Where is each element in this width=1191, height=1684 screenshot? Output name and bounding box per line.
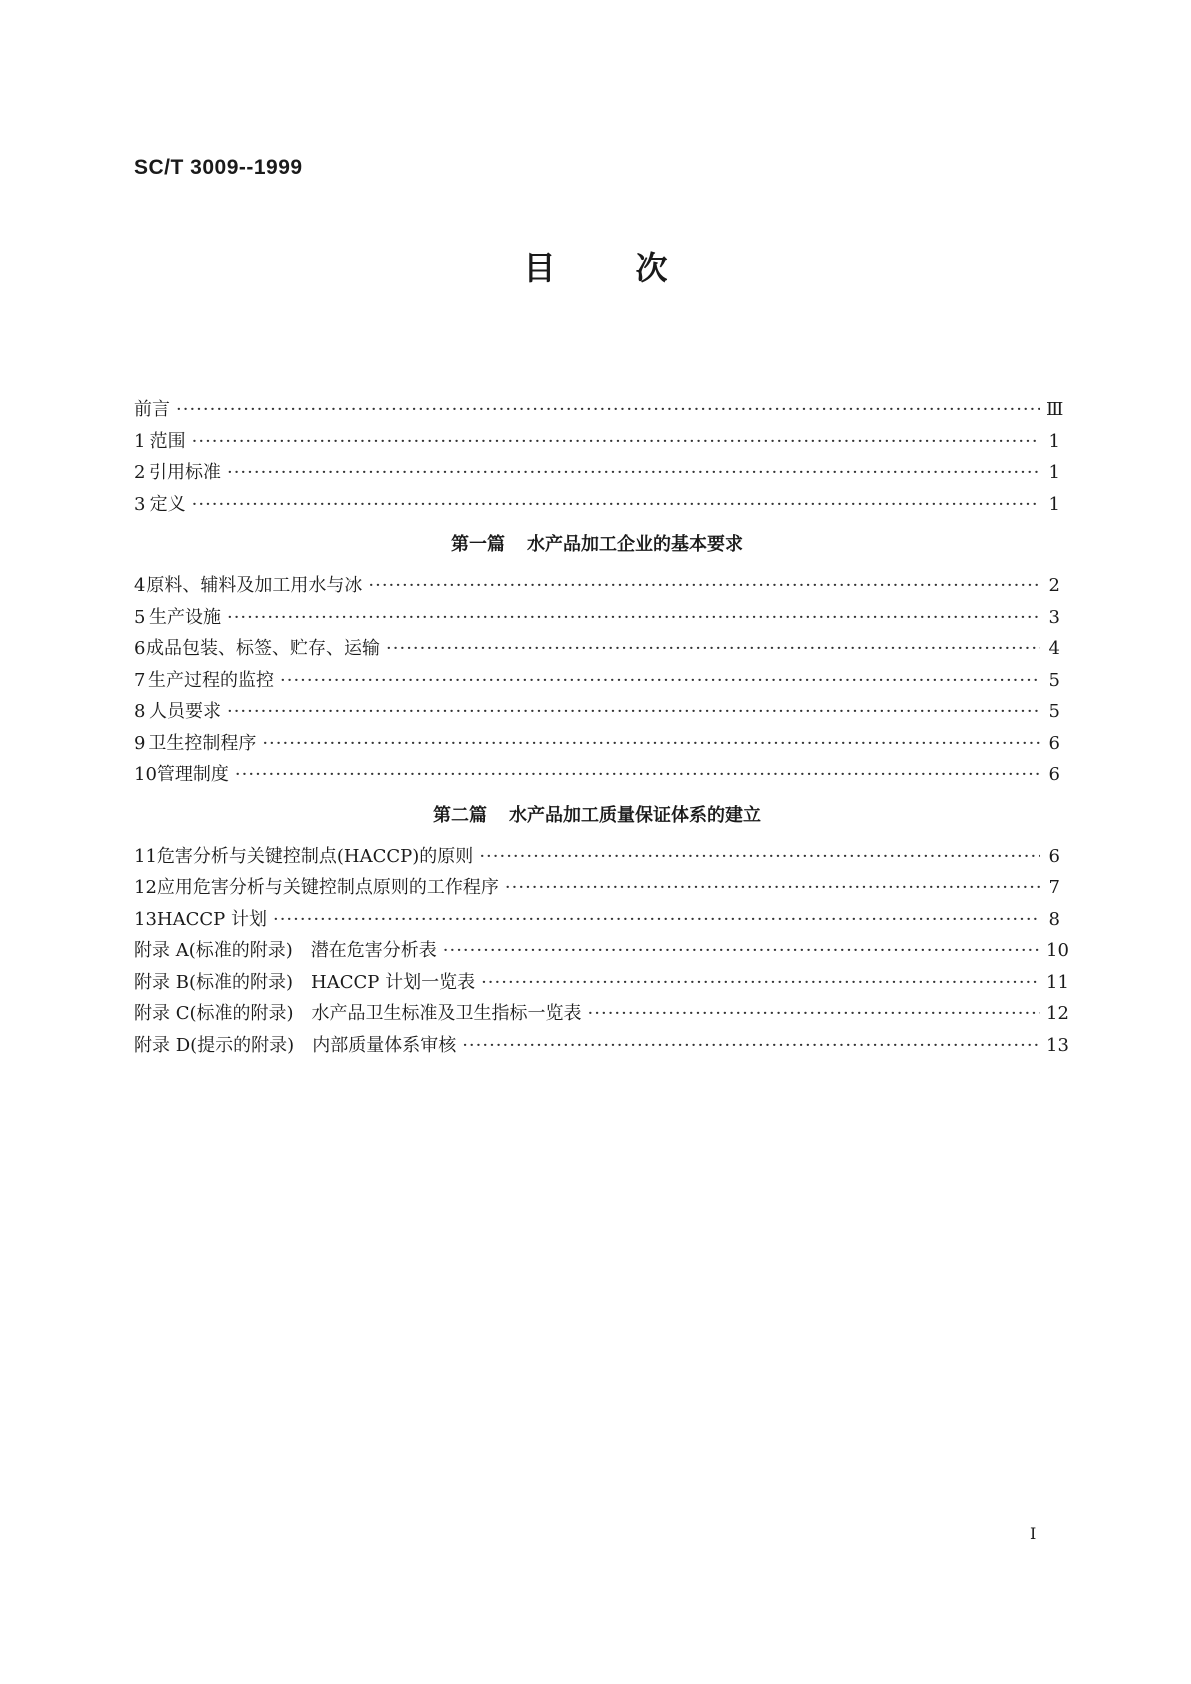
toc-dot-leader <box>262 728 1040 760</box>
toc-entry-number: 8 <box>134 701 146 722</box>
toc-entry-page: 7 <box>1048 877 1060 898</box>
toc-dot-leader <box>481 967 1040 999</box>
toc-dot-leader <box>176 394 1040 426</box>
part-one-number: 第一篇 <box>451 534 505 555</box>
toc-entry-4[interactable] <box>134 570 1060 602</box>
toc-entry-9[interactable] <box>134 728 1060 760</box>
part-two-heading <box>134 791 1060 841</box>
toc-entry-label: 附录 D(提示的附录) 内部质量体系审核 <box>134 1034 457 1056</box>
toc-entry-appendix-d[interactable] <box>134 1030 1069 1062</box>
toc-entry-page: 6 <box>1048 732 1060 754</box>
toc-entry-page: 5 <box>1048 701 1060 722</box>
toc-dot-leader <box>227 602 1040 634</box>
toc-entry-page: 10 <box>1046 940 1069 961</box>
toc-dot-leader <box>273 904 1040 936</box>
toc-entry-page: 13 <box>1046 1034 1069 1056</box>
toc-entry-appendix-b[interactable] <box>134 967 1069 999</box>
toc-entry-number: 3 <box>134 493 146 515</box>
toc-entry-6[interactable] <box>134 633 1060 665</box>
table-of-contents <box>134 394 1069 1061</box>
toc-entry-1[interactable] <box>134 426 1060 458</box>
toc-entry-page: 6 <box>1048 764 1060 785</box>
toc-entry-label: 范围 <box>149 430 186 452</box>
toc-entry-page: 3 <box>1048 606 1060 628</box>
toc-entry-number: 1 <box>134 430 146 452</box>
toc-entry-label: 附录 C(标准的附录) 水产品卫生标准及卫生指标一览表 <box>134 1003 582 1024</box>
toc-entry-10[interactable] <box>134 759 1060 791</box>
toc-entry-label: 引用标准 <box>148 462 221 483</box>
toc-dot-leader <box>192 489 1040 521</box>
page-number: I <box>1030 1524 1037 1543</box>
part-one-heading <box>134 520 1060 570</box>
toc-entry-label: 管理制度 <box>156 764 229 785</box>
toc-entry-number: 5 <box>134 606 146 628</box>
standard-code: SC/T 3009--1999 <box>134 156 303 179</box>
toc-entry-label: HACCP 计划 <box>156 908 267 930</box>
page-title: 目次 <box>523 249 748 287</box>
part-two-number: 第二篇 <box>433 804 487 826</box>
toc-dot-leader <box>505 872 1040 904</box>
toc-intro-group <box>134 394 1064 520</box>
toc-entry-label: 人员要求 <box>148 701 221 722</box>
toc-entry-page: Ⅲ <box>1046 399 1064 420</box>
toc-entry-number: 11 <box>134 845 157 867</box>
toc-entry-12[interactable] <box>134 872 1060 904</box>
toc-entry-number: 10 <box>134 764 157 785</box>
toc-entry-label: 生产设施 <box>148 606 221 628</box>
toc-entry-page: 2 <box>1048 575 1060 596</box>
toc-dot-leader <box>386 633 1040 665</box>
toc-entry-page: 11 <box>1046 971 1069 993</box>
toc-entry-page: 12 <box>1046 1003 1069 1024</box>
toc-part-one-group <box>134 570 1060 791</box>
toc-entry-page: 6 <box>1048 845 1060 867</box>
toc-entry-number: 4 <box>134 575 146 596</box>
toc-dot-leader <box>588 998 1040 1030</box>
toc-dot-leader <box>235 759 1040 791</box>
toc-entry-label: 附录 A(标准的附录) 潜在危害分析表 <box>134 940 437 961</box>
toc-entry-label: 原料、辅料及加工用水与冰 <box>146 575 363 596</box>
toc-entry-label: 卫生控制程序 <box>148 732 257 754</box>
toc-entry-page: 1 <box>1048 430 1060 452</box>
toc-entry-page: 4 <box>1048 638 1060 659</box>
toc-entry-label: 前言 <box>134 399 170 420</box>
toc-dot-leader <box>227 457 1040 489</box>
part-two-title: 水产品加工质量保证体系的建立 <box>509 804 761 826</box>
toc-entry-label: 定义 <box>149 493 186 515</box>
toc-entry-page: 1 <box>1048 462 1060 483</box>
toc-entry-appendix-c[interactable] <box>134 998 1069 1030</box>
toc-entry-number: 13 <box>134 908 157 930</box>
toc-entry-page: 8 <box>1048 908 1060 930</box>
toc-entry-label: 生产过程的监控 <box>148 669 275 691</box>
toc-entry-foreword[interactable] <box>134 394 1064 426</box>
toc-entry-number: 6 <box>134 638 146 659</box>
toc-entry-label: 附录 B(标准的附录) HACCP 计划一览表 <box>134 971 476 993</box>
toc-entry-5[interactable] <box>134 602 1060 634</box>
toc-entry-label: 危害分析与关键控制点(HACCP)的原则 <box>156 845 474 867</box>
toc-entry-number: 9 <box>134 732 146 754</box>
toc-part-two-group <box>134 841 1069 1062</box>
toc-dot-leader <box>479 841 1040 873</box>
toc-dot-leader <box>443 935 1040 967</box>
toc-entry-appendix-a[interactable] <box>134 935 1069 967</box>
toc-entry-page: 5 <box>1048 669 1060 691</box>
toc-entry-2[interactable] <box>134 457 1060 489</box>
toc-dot-leader <box>368 570 1040 602</box>
toc-entry-page: 1 <box>1048 493 1060 515</box>
toc-entry-3[interactable] <box>134 489 1060 521</box>
toc-dot-leader <box>462 1030 1040 1062</box>
toc-entry-13[interactable] <box>134 904 1060 936</box>
toc-entry-number: 12 <box>134 877 157 898</box>
toc-entry-7[interactable] <box>134 665 1060 697</box>
toc-entry-number: 7 <box>134 669 146 691</box>
toc-entry-8[interactable] <box>134 696 1060 728</box>
toc-entry-number: 2 <box>134 462 146 483</box>
toc-entry-label: 成品包装、标签、贮存、运输 <box>146 638 381 659</box>
part-one-title: 水产品加工企业的基本要求 <box>527 534 743 555</box>
toc-entry-11[interactable] <box>134 841 1060 873</box>
toc-dot-leader <box>280 665 1040 697</box>
toc-dot-leader <box>192 426 1040 458</box>
toc-dot-leader <box>227 696 1040 728</box>
toc-entry-label: 应用危害分析与关键控制点原则的工作程序 <box>156 877 499 898</box>
